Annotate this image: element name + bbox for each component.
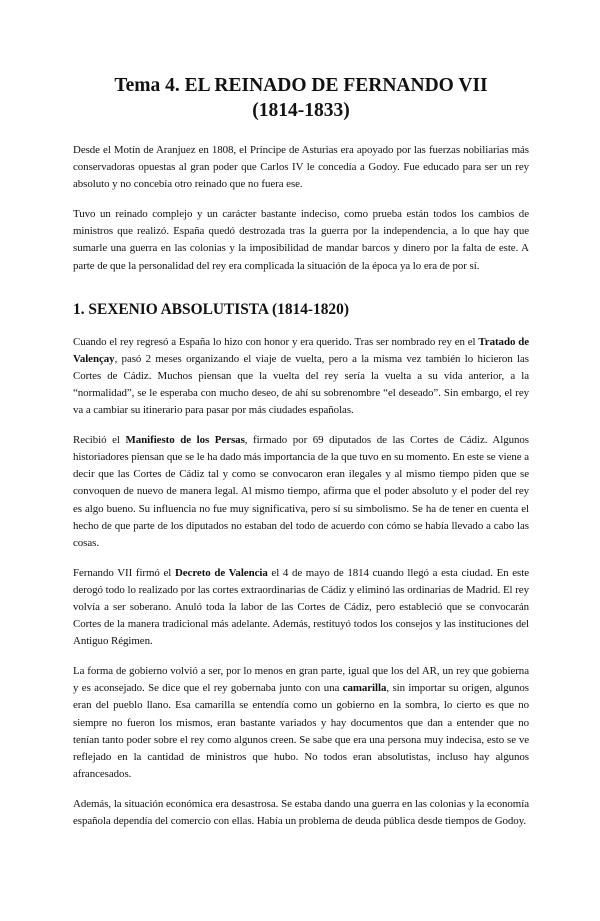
paragraph-manifiesto bbox=[73, 432, 529, 552]
paragraph-camarilla bbox=[73, 663, 529, 783]
document-title bbox=[73, 73, 529, 123]
paragraph-decreto bbox=[73, 565, 529, 650]
paragraph-economia: Además, la situación económica era desastrosa. Se estaba dando una guerra en las colonias y la economía española dependía del comercio con ellas. Había un problema de deuda pública desde tiempos de Godoy. bbox=[73, 797, 529, 827]
title-line-2: (1814-1833) bbox=[252, 100, 350, 121]
paragraph-text: Cuando el rey regresó a España lo hizo con honor y era querido. Tras ser nombrado rey en el bbox=[73, 335, 479, 348]
paragraph-text: Recibió el bbox=[73, 434, 126, 447]
paragraph-text: Fernando VII firmó el bbox=[73, 566, 175, 579]
paragraph-text: La forma de gobierno volvió a ser, por lo menos en gran parte, igual que los del AR, un rey que gobierna y es aconsejado. Se dice que el rey gobernaba junto con una bbox=[73, 665, 529, 695]
section-1-heading: 1. SEXENIO ABSOLUTISTA (1814-1820) bbox=[73, 300, 349, 318]
bold-term-manifiesto: Manifiesto de los Persas bbox=[125, 434, 245, 447]
bold-term-tratado: Tratado de Valençay bbox=[73, 335, 529, 365]
intro-paragraph-2: Tuvo un reinado complejo y un carácter bastante indeciso, como prueba están todos los cambios de ministros que realizó. España quedó destrozada tras la guerra por la independencia, a lo que hay que sumarle una guerra en las colonias y la imposibilidad de mandar barcos y dinero por la falta de este. A parte de que la personalidad del rey era complicada la situación de la época ya lo era de por sí. bbox=[73, 208, 529, 272]
paragraph-text: , sin importar su origen, algunos eran del pueblo llano. Esa camarilla se entendía como un gobierno en la sombra, lo cierto es que no siempre no fueron los mismos, eran bastante variados y hay documentos que dan a entender que no tenían tanto poder sobre el rey como algunos creen. Se sabe que era una persona muy indecisa, esto se ve reflejado en la cantidad de ministros que hubo. No todos eran absolutistas, incluso hay algunos afrancesados. bbox=[73, 682, 529, 780]
title-line-1: Tema 4. EL REINADO DE FERNANDO VII bbox=[114, 75, 488, 96]
intro-paragraph-1: Desde el Motín de Aranjuez en 1808, el Príncipe de Asturias era apoyado por las fuerzas nobiliarias más conservadoras opuestas al gran poder que Carlos IV le concedía a Godoy. Fue educado para ser un rey absoluto y no concebía otro reinado que no fuera ese. bbox=[73, 144, 529, 191]
paragraph-text: , firmado por 69 diputados de las Cortes de Cádiz. Algunos historiadores piensan que se le ha dado más importancia de la que tuvo en su momento. En este se viene a decir que las Cortes de Cádiz tal y como se convocaron eran ilegales y al mismo tiempo piden que se convoquen de nuevo de manera legal. Al mismo tiempo, afirma que el poder absoluto y el poder del rey es algo bueno. Su influencia no fue muy significativa, pero sí su simbolismo. Se ha de tener en cuenta el hecho de que parte de los diputados no estaban del todo de acuerdo con cómo se había llevado a cabo las cosas. bbox=[73, 434, 530, 549]
document-page bbox=[0, 73, 600, 921]
paragraph-tratado bbox=[73, 334, 529, 419]
bold-term-decreto: Decreto de Valencia bbox=[174, 566, 268, 579]
paragraph-text: el 4 de mayo de 1814 cuando llegó a esta ciudad. En este derogó todo lo realizado por las cortes extraordinarias de Cádiz y eliminó las ordinarias de Madrid. El rey volvía a ser soberano. Anuló toda la labor de las Cortes de Cádiz, pero estableció que se convocarán Cortes de la manera tradicional más adelante. Además, restituyó todos los consejos y las instituciones del Antiguo Régimen. bbox=[73, 566, 529, 648]
paragraph-text: , pasó 2 meses organizando el viaje de vuelta, pero a la misma vez también lo hicieron las Cortes de Cádiz. Muchos piensan que la vuelta del rey sería la vuelta a su vida anterior, a la “normalidad”, se le esperaba con mucho deseo, de ahí su sobrenombre “el deseado”. Sin embargo, el rey va a cambiar su itinerario para pasar por más ciudades españolas. bbox=[73, 352, 529, 417]
bold-term-camarilla: camarilla bbox=[342, 682, 387, 695]
